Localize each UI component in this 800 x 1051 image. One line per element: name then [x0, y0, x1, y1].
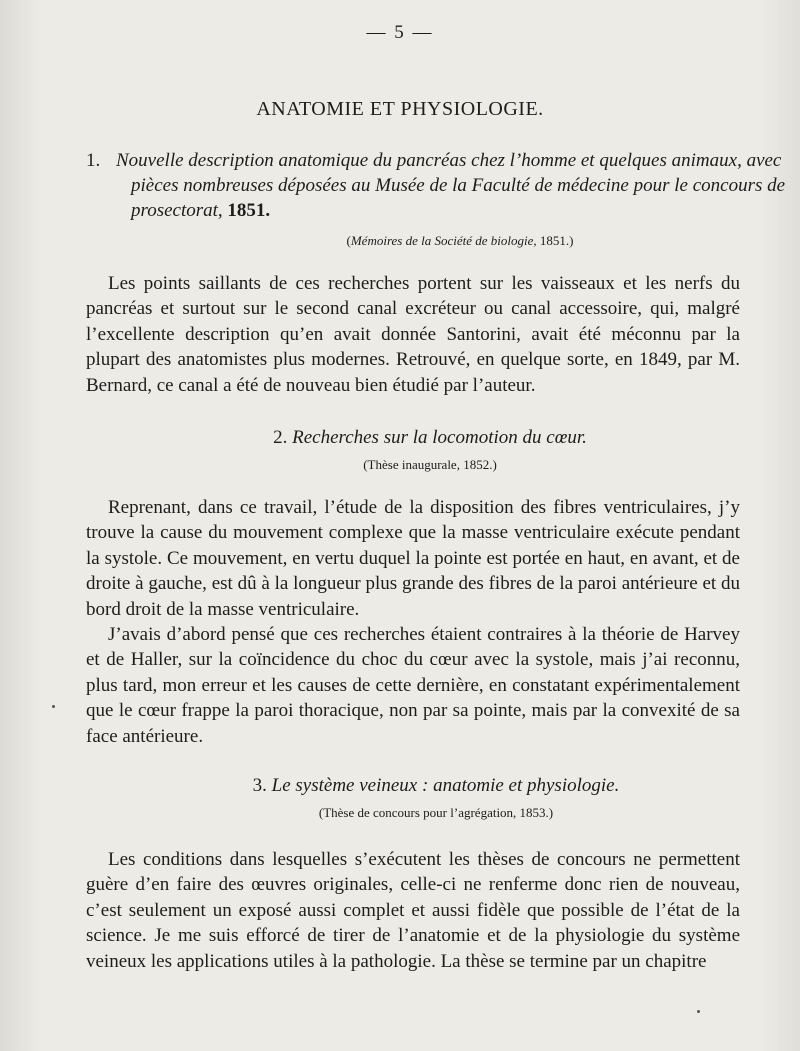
- page-number: — 5 —: [366, 22, 434, 43]
- entry-3-source: (Thèse de concours pour l’agrégation, 1853.): [318, 805, 554, 820]
- paragraph: Les conditions dans lesquelles s’exécutent les thèses de concours ne permettent guère d’en faire des œuvres originales, celle-ci ne renferme donc rien de nouveau, c’est seulement un exposé aussi complet et aussi fidèle que possible de l’état de la science. Je me suis efforcé de tirer de l’anatomie et de la physiologie du système veineux les applications utiles à la pathologie. La thèse se termine par un chapitre: [86, 849, 740, 972]
- entry-title: Le système veineux : anatomie et physiologie.: [271, 775, 620, 796]
- entry-number: 3.: [252, 775, 267, 796]
- paragraph: Les points saillants de ces recherches portent sur les vaisseaux et les nerfs du pancréas et surtout sur le second canal excréteur ou canal accessoire, qui, malgré l’excellente description qu’en avait donnée Santorini, avait été méconnu par la plupart des anatomistes plus modernes. Retrouvé, en quelque sorte, en 1849, par M. Bernard, ce canal a été de nouveau bien étudié par l’auteur.: [86, 273, 740, 396]
- source-year: 1851.: [539, 233, 570, 248]
- entry-title: Nouvelle description anatomique du pancréas chez l’homme et quelques animaux, avec pièces nombreuses déposées au Musée de la Faculté de médecine pour le concours de prosectorat,: [116, 150, 786, 221]
- entry-3-body: [86, 847, 740, 974]
- entry-year: 1851.: [227, 200, 271, 221]
- paragraph: Reprenant, dans ce travail, l’étude de la disposition des fibres ventriculaires, j’y trouve la cause du mouvement complexe que la masse ventriculaire exécute pendant la systole. Ce mouvement, en vertu duquel la pointe est portée en haut, en avant, et de droite à gauche, est dû à la longueur plus grande des fibres de la paroi antérieure et du bord droit de la masse ventriculaire.: [86, 497, 740, 620]
- entry-title: Recherches sur la locomotion du cœur.: [292, 427, 587, 448]
- entry-number: 2.: [273, 427, 288, 448]
- entry-1-heading: [86, 148, 791, 223]
- entry-number: 1.: [86, 150, 101, 171]
- paragraph: J’avais d’abord pensé que ces recherches étaient contraires à la théorie de Harvey et de Haller, sur la coïncidence du choc du cœur avec la systole, mais j’ai reconnu, plus tard, mon erreur et les causes de cette dernière, en constatant expérimentalement que le cœur frappe la paroi thoracique, non par sa pointe, mais par la convexité de sa face antérieure.: [86, 624, 740, 747]
- entry-3-heading: [36, 774, 800, 798]
- entry-2-body: [86, 495, 740, 749]
- paper-speck: [52, 705, 55, 708]
- section-title: ANATOMIE ET PHYSIOLOGIE.: [256, 98, 544, 120]
- entry-1-body: [86, 271, 740, 398]
- source-journal: Mémoires de la Société de biologie,: [350, 233, 537, 248]
- entry-2-heading: [30, 426, 800, 450]
- entry-2-source: (Thèse inaugurale, 1852.): [363, 457, 497, 472]
- paper-speck: [697, 1010, 700, 1013]
- entry-1-source: (Mémoires de la Société de biologie, 1851.): [346, 233, 574, 248]
